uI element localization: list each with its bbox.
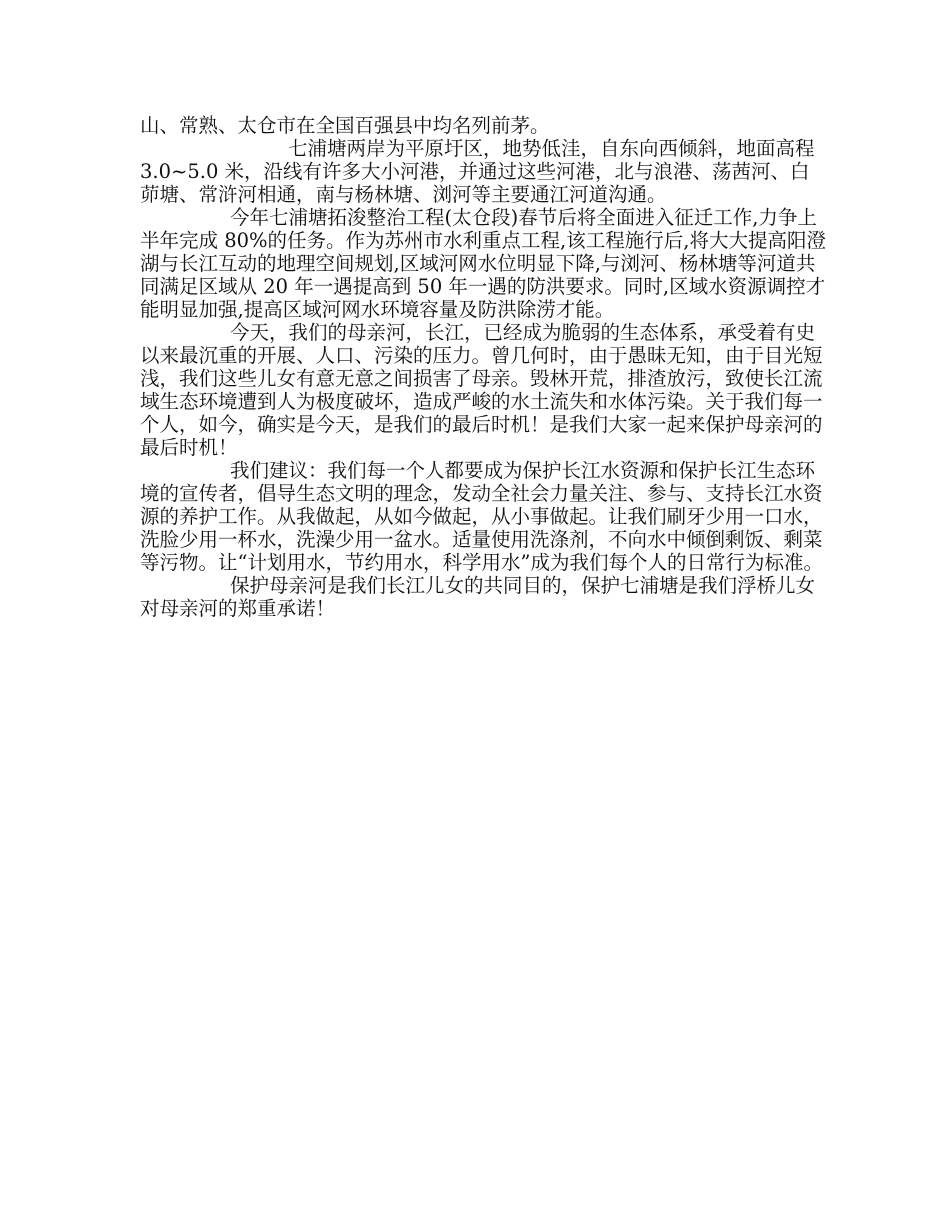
paragraph-project: 今年七浦塘拓浚整治工程(太仓段)春节后将全面进入征迁工作,力争上半年完成 80%的任务。作为苏州市水利重点工程,该工程施行后,将大大提高阳澄湖与长江互动的地理空间规划,区域河网水位明显下降,与浏河、杨林塘等河道共同满足区域从 20 年一遇提高到 50 年一遇的防洪要求。同时,区域水资源调控才能明显加强,提高区域河网水环境容量及防洪除涝才能。 xyxy=(140,206,826,321)
paragraph-proposal: 我们建议：我们每一个人都要成为保护长江水资源和保护长江生态环境的宣传者，倡导生态文明的理念，发动全社会力量关注、参与、支持长江水资源的养护工作。从我做起，从如今做起，从小事做起。让我们刷牙少用一口水，洗脸少用一杯水，洗澡少用一盆水。适量使用洗涤剂，不向水中倾倒剩饭、剩菜等污物。让“计划用水，节约用水，科学用水”成为我们每个人的日常行为标准。 xyxy=(140,459,823,574)
paragraph-terrain: 七浦塘两岸为平原圩区，地势低洼，自东向西倾斜，地面高程 3.0~5.0 米，沿线有许多大小河港，并通过这些河港，北与浪港、荡茜河、白茆塘、常浒河相通，南与杨林塘、浏河等主要通江河道沟通。 xyxy=(140,137,821,206)
paragraph-pledge: 保护母亲河是我们长江儿女的共同目的，保护七浦塘是我们浮桥儿女对母亲河的郑重承诺！ xyxy=(140,574,816,620)
paragraph-mother-river: 今天，我们的母亲河，长江，已经成为脆弱的生态体系，承受着有史以来最沉重的开展、人口、污染的压力。曾几何时，由于愚昧无知，由于目光短浅，我们这些儿女有意无意之间损害了母亲。毁林开荒，排渣放污，致使长江流域生态环境遭到人为极度破坏，造成严峻的水土流失和水体污染。关于我们每一个人，如今，确实是今天，是我们的最后时机！是我们大家一起来保护母亲河的最后时机！ xyxy=(140,321,823,459)
document-body xyxy=(140,114,826,620)
paragraph-continuation: 山、常熟、太仓市在全国百强县中均名列前茅。 xyxy=(140,114,550,137)
